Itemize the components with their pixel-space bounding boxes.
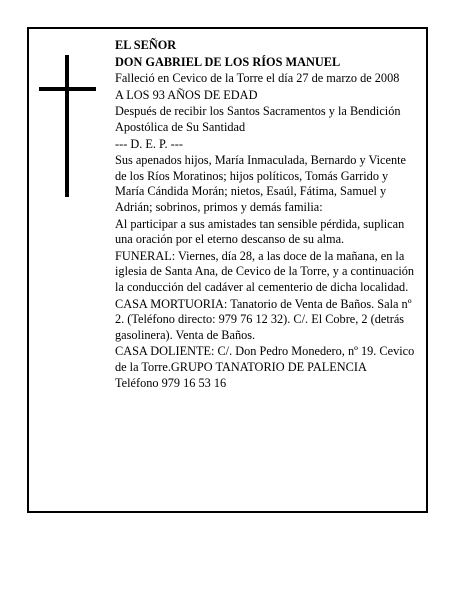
rip-line: --- D. E. P. ---: [115, 136, 183, 151]
deceased-name: DON GABRIEL DE LOS RÍOS MANUEL: [115, 54, 341, 69]
mortuary-line: CASA MORTUORIA: Tanatorio de Venta de Baños. Sala nº 2. (Teléfono directo: 979 76 12 32). C/. El Cobre, 2 (detrás gasolinera). Venta de Baños.: [115, 296, 412, 342]
funeral-line: FUNERAL: Viernes, día 28, a las doce de la mañana, en la iglesia de Santa Ana, de Cevico de la Torre, y a continuación la conducción del cadáver al cementerio de dicha localidad.: [115, 248, 415, 294]
sacraments-line: Después de recibir los Santos Sacramentos y la Bendición Apostólica de Su Santidad: [115, 104, 401, 134]
family-line: Sus apenados hijos, María Inmaculada, Bernardo y Vicente de los Ríos Moratinos; hijos políticos, Tomás Garrido y María Cándida Morán; nietos, Esaúl, Fátima, Samuel y Adrián; sobrinos, primos y demás familia:: [115, 153, 406, 214]
cross-icon-crossbar: [39, 87, 96, 91]
age-line: A LOS 93 AÑOS DE EDAD: [115, 87, 258, 102]
obituary-title: EL SEÑOR: [115, 38, 177, 52]
home-line: CASA DOLIENTE: C/. Don Pedro Monedero, nº 19. Cevico de la Torre.GRUPO TANATORIO DE PALENCIA: [115, 344, 415, 374]
phone-line: Teléfono 979 16 53 16: [115, 376, 227, 391]
cross-icon: [65, 55, 69, 197]
request-line: Al participar a sus amistades tan sensible pérdida, suplican una oración por el eterno descanso de su alma.: [115, 216, 405, 247]
death-notice: Falleció en Cevico de la Torre el día 27 de marzo de 2008: [115, 71, 400, 86]
obituary-text: [115, 38, 415, 393]
